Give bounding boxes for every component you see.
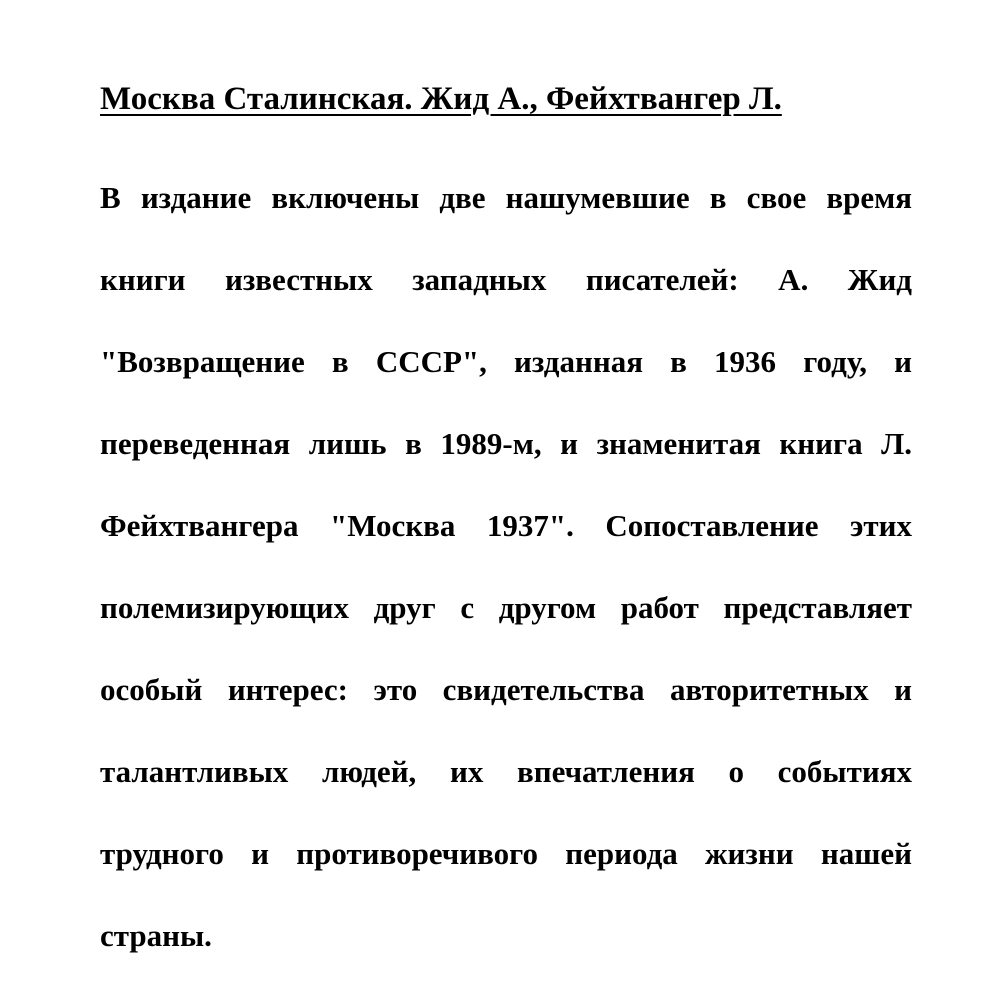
document-body <box>100 174 912 994</box>
body-line: книги известных западных писателей: А. Жид <box>100 262 912 297</box>
body-line: полемизирующих друг с другом работ представляет <box>100 590 912 625</box>
body-line: переведенная лишь в 1989-м, и знаменитая книга Л. <box>100 426 912 461</box>
body-line: В издание включены две нашумевшие в свое время <box>100 180 912 215</box>
document-title: Москва Сталинская. Жид А., Фейхтвангер Л. <box>100 81 782 117</box>
body-line: страны. <box>100 918 212 953</box>
body-line: особый интерес: это свидетельства авторитетных и <box>100 672 912 707</box>
body-line: талантливых людей, их впечатления о событиях <box>100 754 912 789</box>
body-line: Фейхтвангера "Москва 1937". Сопоставление этих <box>100 508 912 543</box>
body-line: "Возвращение в СССР", изданная в 1936 году, и <box>100 344 912 379</box>
body-line: трудного и противоречивого периода жизни нашей <box>100 836 912 871</box>
